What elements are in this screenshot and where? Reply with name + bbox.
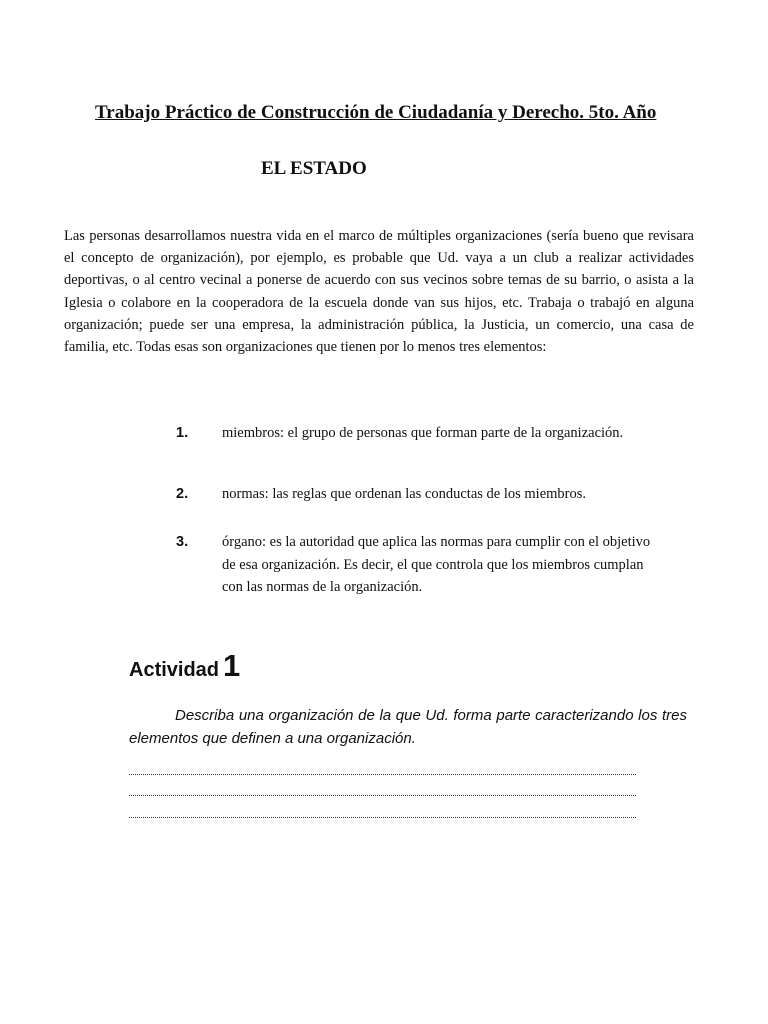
activity-heading bbox=[129, 648, 240, 684]
activity-instruction: Describa una organización de la que Ud. forma parte caracterizando los tres elementos que definen a una organización. bbox=[129, 707, 687, 747]
list-item-text: normas: las reglas que ordenan las conductas de los miembros. bbox=[222, 486, 587, 502]
list-item-number: 3. bbox=[176, 534, 189, 550]
answer-line bbox=[129, 753, 636, 775]
intro-paragraph: Las personas desarrollamos nuestra vida en el marco de múltiples organizaciones (sería bueno que revisara el concepto de organización), por ejemplo, es probable que Ud. vaya a un club a realizar actividades deportivas, o al centro vecinal a ponerse de acuerdo con sus vecinos sobre temas de su barrio, o asista a la Iglesia o colabore en la cooperadora de la escuela donde van sus hijos, etc. Trabaja o trabajó en alguna organización; puede ser una empresa, la administración pública, la Justicia, un comercio, una casa de familia, etc. Todas esas son organizaciones que tienen por lo menos tres elementos: bbox=[64, 228, 694, 356]
document-title: Trabajo Práctico de Construcción de Ciudadanía y Derecho. 5to. Año bbox=[95, 102, 657, 123]
list-item-number: 1. bbox=[176, 425, 189, 441]
activity-label: Actividad bbox=[129, 659, 220, 681]
section-title: EL ESTADO bbox=[261, 158, 367, 179]
list-item-number: 2. bbox=[176, 486, 189, 502]
answer-line bbox=[129, 796, 636, 818]
answer-lines bbox=[129, 753, 639, 818]
answer-line bbox=[129, 775, 636, 797]
list-item-text: órgano: es la autoridad que aplica las normas para cumplir con el objetivo de esa organización. Es decir, el que controla que los miembros cumplan con las normas de la organización. bbox=[222, 534, 651, 595]
list-item-text: miembros: el grupo de personas que forman parte de la organización. bbox=[222, 425, 624, 441]
activity-number: 1 bbox=[223, 648, 241, 683]
